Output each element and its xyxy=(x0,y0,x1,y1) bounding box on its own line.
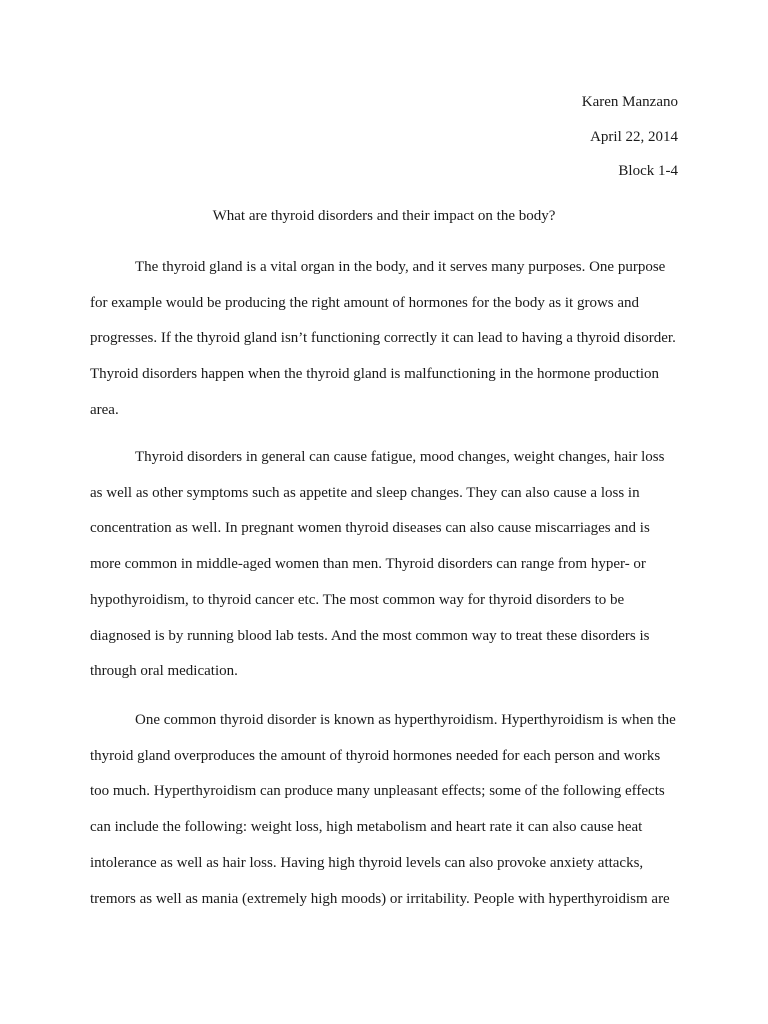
paragraph-2: Thyroid disorders in general can cause fatigue, mood changes, weight changes, hair loss as well as other symptoms such as appetite and sleep changes. They can also cause a loss in concentration as well. In pregnant women thyroid diseases can also cause miscarriages and is more common in middle-aged women than men. Thyroid disorders can range from hyper- or hypothyroidism, to thyroid cancer etc. The most common way for thyroid disorders to be diagnosed is by running blood lab tests. And the most common way to treat these disorders is through oral medication. xyxy=(90,449,665,680)
paragraph-1: The thyroid gland is a vital organ in the body, and it serves many purposes. One purpose for example would be producing the right amount of hormones for the body as it grows and progresses. If the thyroid gland isn’t functioning correctly it can lead to having a thyroid disorder. Thyroid disorders happen when the thyroid gland is malfunctioning in the hormone production area. xyxy=(90,259,676,418)
essay-title: What are thyroid disorders and their impact on the body? xyxy=(212,208,556,224)
paragraph-3: One common thyroid disorder is known as hyperthyroidism. Hyperthyroidism is when the thyroid gland overproduces the amount of thyroid hormones needed for each person and works too much. Hyperthyroidism can produce many unpleasant effects; some of the following effects can include the following: weight loss, high metabolism and heart rate it can also cause heat intolerance as well as hair loss. Having high thyroid levels can also provoke anxiety attacks, tremors as well as mania (extremely high moods) or irritability. People with hyperthyroidism are xyxy=(90,712,676,907)
document-date: April 22, 2014 xyxy=(590,129,678,145)
author-name: Karen Manzano xyxy=(581,94,678,110)
class-block: Block 1-4 xyxy=(618,163,678,179)
